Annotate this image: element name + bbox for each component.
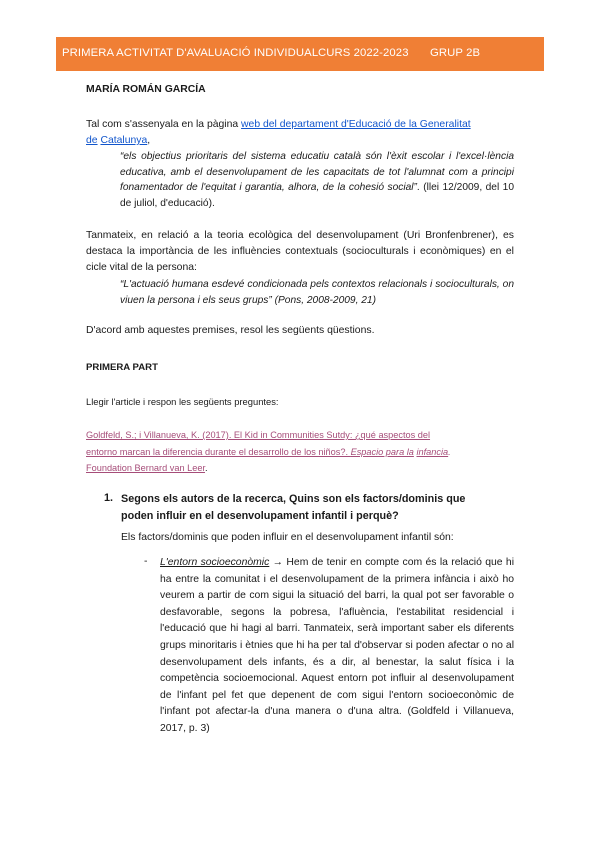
question-text [121,491,514,525]
intro-paragraph [86,117,516,149]
reference-end: . [205,463,208,473]
bullet-term: L'entorn socioeconòmic [160,557,270,568]
author-name: MARÍA ROMÁN GARCÍA [86,84,206,95]
quote-pons [120,277,514,308]
quote-law [120,149,514,211]
paragraph-bronfenbrener: Tanmateix, en relació a la teoria ecològica del desenvolupament (Uri Bronfenbrener), es destaca la importància de les influències contextuals (socioculturals i econòmiques) en el cicle vital de la persona: [86,230,514,273]
paragraph-premises: D'acord amb aquestes premises, resol les següents qüestions. [86,325,375,336]
reference-link-line2[interactable]: entorno marcan la diferencia durante el desarrollo de los niños?. [86,446,351,457]
header-activity: PRIMERA ACTIVITAT D'AVALUACIÓ INDIVIDUAL [62,47,319,59]
question-number: 1. [104,492,114,504]
bullet-arrow: → [269,557,287,568]
section-title: PRIMERA PART [86,362,158,373]
bullet-body: Hem de tenir en compte com és la relació que hi ha entre la comunitat i el desenvolupament de la primera infància i això ho veurem a partir de com sigui la situació del barri, la qual pot ser favorable o desfavorable, segons la pobresa, l'afluència, l'estabilitat residencial i l'educació que hi hagi al barri. Tanmateix, serà important saber els diferents grups minoritaris i ètnies que hi ha per tal d'observar si poden afectar o no al desenvolupament dels infants, és a dir, al benestar, la salut física i la competència socioemocional. Aquest entorn pot influir al desenvolupament de l'infant pel fet que depenent de com sigui l'entorn socioeconòmic de l'infant pot afectar-la d'una manera o d'una altra. (Goldfeld i Villanueva, 2017, p. 3) [160,557,515,734]
header-group: GRUP 2B [430,47,481,59]
department-link-cont-1[interactable]: de [86,135,98,146]
reference: Goldfeld, S.; i Villanueva, K. (2017). El Kid in Communities Sutdy: ¿qué aspectos del entorno marcan la diferencia durante el desarrollo de los niños?. Espacio para la infancia. Foundation Bernard van Leer. [86,430,451,473]
quote-law-text: “els objectius prioritaris del sistema educatiu català són l'èxit escolar i l'excel·lència educativa, amb el desenvolupament de les capacitats de tot l'alumnat com a principi fonamentador de l'equitat i garantia, alhora, de la cohesió social” [120,151,514,193]
instruction: Llegir l'article i respon les següents preguntes: [86,396,279,407]
header-course: CURS 2022-2023 [318,47,409,59]
reference-journal-1[interactable]: Espacio para la [350,446,414,457]
bullet-socioeconomic [160,555,514,738]
header-bar [56,37,544,71]
question-line2: poden influir en el desenvolupament infantil i perquè? [121,510,399,522]
department-link[interactable]: web del departament d'Educació de la Generalitat [241,119,471,130]
intro-after-link: , [147,135,151,146]
question-line1: Segons els autors de la recerca, Quins son els factors/dominis que [121,493,466,505]
quote-pons-citation: (Pons, 2008-2009, 21) [271,294,376,306]
bullet-dash: - [144,556,148,567]
reference-link-line1[interactable]: Goldfeld, S.; i Villanueva, K. (2017). El Kid in Communities Sutdy: ¿qué aspectos del [86,430,431,440]
quote-law-citation: . (llei 12/2009, del 10 de juliol, d'educació). [120,182,514,209]
quote-pons-text: “L'actuació humana esdevé condicionada pels contextos relacionals i socioculturals, on viuen la persona i els seus grups” [120,279,514,306]
reference-foundation[interactable]: Foundation Bernard van Leer [86,463,206,473]
department-link-cont-2[interactable]: Catalunya [100,135,148,146]
intro-lead: Tal com s'assenyala en la pàgina [86,119,242,130]
answer-intro: Els factors/dominis que poden influir en el desenvolupament infantil són: [121,532,454,543]
reference-journal-2[interactable]: infancia [416,446,449,457]
